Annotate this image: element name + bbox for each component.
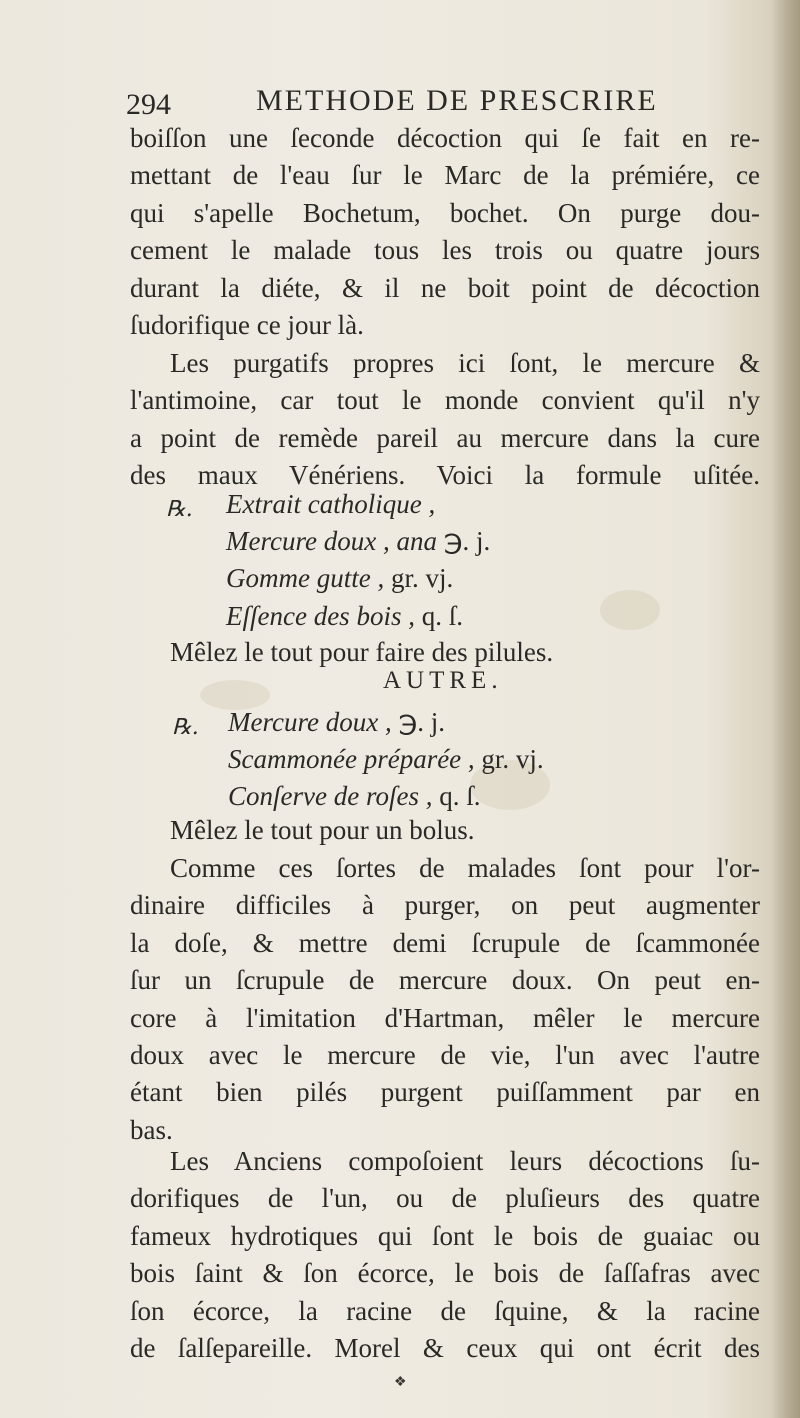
- dose: q. ſ.: [439, 781, 481, 812]
- text-line: la doſe, & mettre demi ſcrupule de ſcammonée: [130, 927, 760, 958]
- text-line: étant bien pilés purgent puiſſamment par en: [130, 1077, 760, 1108]
- text-line: Les purgatifs propres ici ſont, le mercure &: [170, 348, 760, 378]
- recipe-2-instruction: Mêlez le tout pour un bolus.: [170, 815, 475, 845]
- recipe-row: [228, 704, 544, 741]
- paper-stain: [600, 590, 660, 630]
- text-line: ſur un ſcrupule de mercure doux. On peut en-: [130, 965, 760, 996]
- text-line: mettant de l'eau ſur le Marc de la prémiére, ce: [130, 160, 760, 191]
- text-line: qui s'apelle Bochetum, bochet. On purge dou-: [130, 197, 760, 228]
- text-line: bas.: [130, 1114, 173, 1145]
- ingredient: Conſerve de roſes ,: [228, 781, 433, 812]
- autre-heading: AUTRE.: [383, 667, 503, 694]
- recipe-row: [226, 486, 490, 523]
- ingredient: Extrait catholique ,: [226, 489, 436, 519]
- dose: gr. vj.: [390, 563, 454, 594]
- text-line: des maux Vénériens. Voici la formule uſitée.: [130, 460, 760, 491]
- recipe-symbol: ℞.: [166, 497, 193, 522]
- recipe-row: [226, 598, 490, 635]
- text-line: doux avec le mercure de vie, l'un avec l'autre: [130, 1039, 760, 1070]
- text-line: ſudorifique ce jour là.: [130, 309, 364, 340]
- recipe-1-instruction: Mêlez le tout pour faire des pilules.: [170, 637, 554, 667]
- ingredient: Mercure doux ,: [228, 707, 392, 737]
- text-line: ſon écorce, la racine de ſquine, & la racine: [130, 1295, 760, 1326]
- dose: q. ſ.: [421, 600, 463, 631]
- dose: ℈. j.: [398, 707, 446, 737]
- paragraph-4: [130, 1143, 760, 1367]
- ingredient: Mercure doux , ana: [226, 526, 437, 557]
- text-line: durant la diéte, & il ne boit point de décoction: [130, 272, 760, 303]
- page-edge-shadow: [772, 0, 800, 1418]
- dose: ℈. j.: [443, 526, 491, 557]
- text-line: cement le malade tous les trois ou quatre jours: [130, 235, 760, 266]
- text-line: l'antimoine, car tout le monde convient qu'il n'y: [130, 385, 760, 416]
- text-line: boiſſon une ſeconde décoction qui ſe fait en re-: [130, 123, 760, 153]
- recipe-1: [226, 486, 490, 635]
- text-line: bois ſaint & ſon écorce, le bois de ſaſſafras avec: [130, 1258, 760, 1289]
- text-line: fameux hydrotiques qui ſont le bois de guaiac ou: [130, 1220, 760, 1251]
- page-number: 294: [126, 88, 171, 121]
- recipe-row: [228, 778, 544, 815]
- text-line: a point de remède pareil au mercure dans la cure: [130, 422, 760, 453]
- text-line: dinaire difficiles à purger, on peut augmenter: [130, 890, 760, 921]
- recipe-row: [228, 741, 544, 778]
- text-line: Les Anciens compoſoient leurs décoctions ſu-: [170, 1146, 760, 1176]
- paragraph-1: [130, 120, 760, 344]
- recipe-row: [226, 560, 490, 597]
- paragraph-3: [130, 850, 760, 1149]
- recipe-2: [228, 704, 544, 816]
- ingredient: Gomme gutte ,: [226, 563, 385, 594]
- ornament-mark: ❖: [394, 1374, 407, 1390]
- recipe-symbol: ℞.: [172, 715, 199, 740]
- dose: gr. vj.: [481, 744, 544, 775]
- text-line: de ſalſepareille. Morel & ceux qui ont écrit des: [130, 1332, 760, 1363]
- text-line: core à l'imitation d'Hartman, mêler le mercure: [130, 1002, 760, 1033]
- ingredient: Scammonée préparée ,: [228, 744, 475, 775]
- paragraph-2: [130, 345, 760, 495]
- text-line: Comme ces ſortes de malades ſont pour l'or-: [170, 853, 760, 883]
- ingredient: Eſſence des bois ,: [226, 600, 415, 631]
- running-title: METHODE DE PRESCRIRE: [256, 84, 658, 117]
- recipe-row: [226, 523, 490, 560]
- page-header: [126, 84, 756, 124]
- text-line: dorifiques de l'un, ou de pluſieurs des quatre: [130, 1183, 760, 1214]
